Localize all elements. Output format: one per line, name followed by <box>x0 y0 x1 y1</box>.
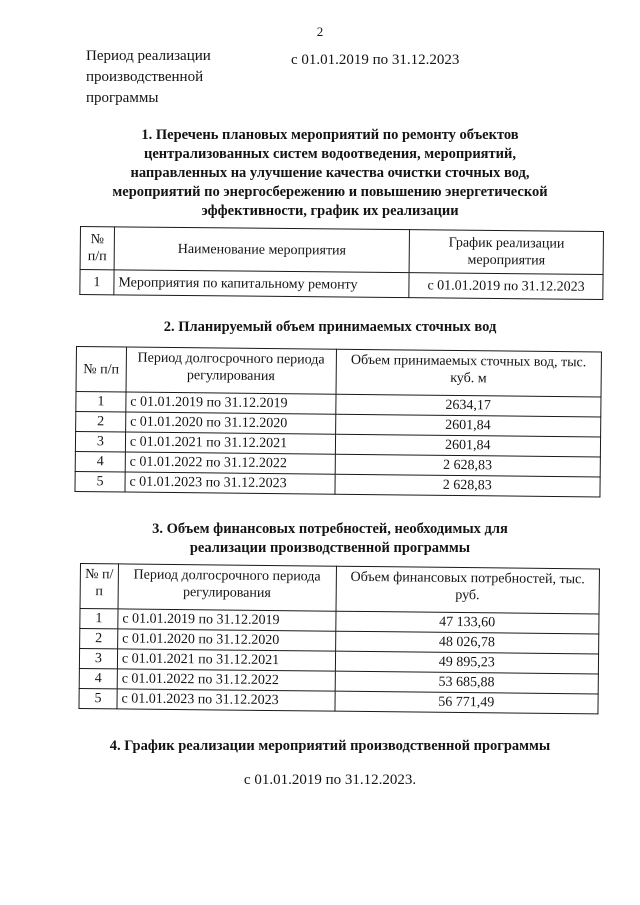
measures-table <box>79 226 604 300</box>
cell-number: 5 <box>75 471 125 492</box>
cell-period: с 01.01.2019 по 31.12.2019 <box>126 392 336 414</box>
cell-period: с 01.01.2020 по 31.12.2020 <box>118 629 336 651</box>
period-label-line: производственной <box>86 69 204 85</box>
header-period: Период долгосрочного периода регулирования <box>118 564 336 611</box>
section3-title-line: реализации производственной программы <box>189 540 471 556</box>
section4-period: с 01.01.2019 по 31.12.2023. <box>243 772 417 788</box>
cell-period: с 01.01.2020 по 31.12.2020 <box>126 412 336 434</box>
cell-number: 3 <box>75 432 125 453</box>
header-number: № п/п <box>76 347 126 393</box>
period-value: с 01.01.2019 по 31.12.2023 <box>291 52 460 68</box>
period-label-line: программы <box>86 90 159 106</box>
cell-number: 2 <box>76 412 126 433</box>
header-number: № п/п <box>80 564 118 609</box>
section1-title <box>60 126 600 221</box>
cell-number: 3 <box>79 649 117 669</box>
cell-period: с 01.01.2021 по 31.12.2021 <box>125 432 335 454</box>
cell-period: с 01.01.2022 по 31.12.2022 <box>117 669 335 691</box>
table-row <box>80 270 603 300</box>
table-header-row <box>80 227 603 275</box>
cell-financial-needs: 49 895,23 <box>335 651 599 674</box>
period-label-line: Период реализации <box>86 48 211 64</box>
section1-title-line: централизованных систем водоотведения, мероприятий, <box>144 146 516 162</box>
financial-needs-table <box>78 563 600 714</box>
cell-schedule: с 01.01.2019 по 31.12.2023 <box>409 273 603 300</box>
header-period: Период долгосрочного периода регулирования <box>126 347 336 394</box>
cell-period: с 01.01.2019 по 31.12.2019 <box>118 609 336 631</box>
cell-period: с 01.01.2022 по 31.12.2022 <box>125 452 335 474</box>
cell-period: с 01.01.2023 по 31.12.2023 <box>117 689 335 711</box>
cell-number: 5 <box>79 688 117 708</box>
section2-title: 2. Планируемый объем принимаемых сточных вод <box>163 319 497 335</box>
cell-number: 4 <box>79 668 117 688</box>
cell-volume: 2601,84 <box>335 434 601 457</box>
cell-number: 2 <box>80 629 118 649</box>
cell-number: 1 <box>80 270 114 295</box>
page-number: 2 <box>316 24 324 39</box>
cell-period: с 01.01.2023 по 31.12.2023 <box>125 472 335 494</box>
table-header-row <box>76 347 601 397</box>
section1-title-line: направленных на улучшение качества очистки сточных вод, <box>130 165 530 181</box>
cell-number: 1 <box>76 392 126 413</box>
wastewater-volume-table <box>74 346 602 498</box>
header-measure-name: Наименование мероприятия <box>114 227 410 273</box>
header-volume: Объем принимаемых сточных вод, тыс. куб. м <box>336 349 602 397</box>
section3-title <box>60 520 600 558</box>
period-label <box>86 46 236 109</box>
cell-measure-name: Мероприятия по капитальному ремонту <box>114 270 410 298</box>
table-header-row <box>80 564 599 614</box>
cell-financial-needs: 53 685,88 <box>335 671 599 694</box>
section4-title: 4. График реализации мероприятий производственной программы <box>109 738 551 754</box>
table-row <box>79 688 598 713</box>
cell-financial-needs: 48 026,78 <box>335 631 599 654</box>
header-schedule: График реализации мероприятия <box>409 230 603 275</box>
cell-financial-needs: 56 771,49 <box>334 691 598 714</box>
header-number: № п/п <box>80 227 114 270</box>
section3-title-line: 3. Объем финансовых потребностей, необходимых для <box>152 521 508 537</box>
section1-title-line: мероприятий по энергосбережению и повышению энергетической <box>112 184 548 200</box>
cell-period: с 01.01.2021 по 31.12.2021 <box>117 649 335 671</box>
period-block <box>86 46 626 106</box>
cell-financial-needs: 47 133,60 <box>335 611 599 634</box>
cell-volume: 2601,84 <box>335 414 601 437</box>
section1-title-line: 1. Перечень плановых мероприятий по ремонту объектов <box>141 127 519 143</box>
table-row <box>75 471 600 496</box>
cell-number: 4 <box>75 451 125 472</box>
cell-number: 1 <box>80 609 118 629</box>
cell-volume: 2 628,83 <box>334 474 600 497</box>
cell-volume: 2 628,83 <box>335 454 601 477</box>
section1-title-line: эффективности, график их реализации <box>201 203 459 219</box>
header-financial-needs: Объем финансовых потребностей, тыс. руб. <box>336 566 600 614</box>
cell-volume: 2634,17 <box>335 394 601 417</box>
